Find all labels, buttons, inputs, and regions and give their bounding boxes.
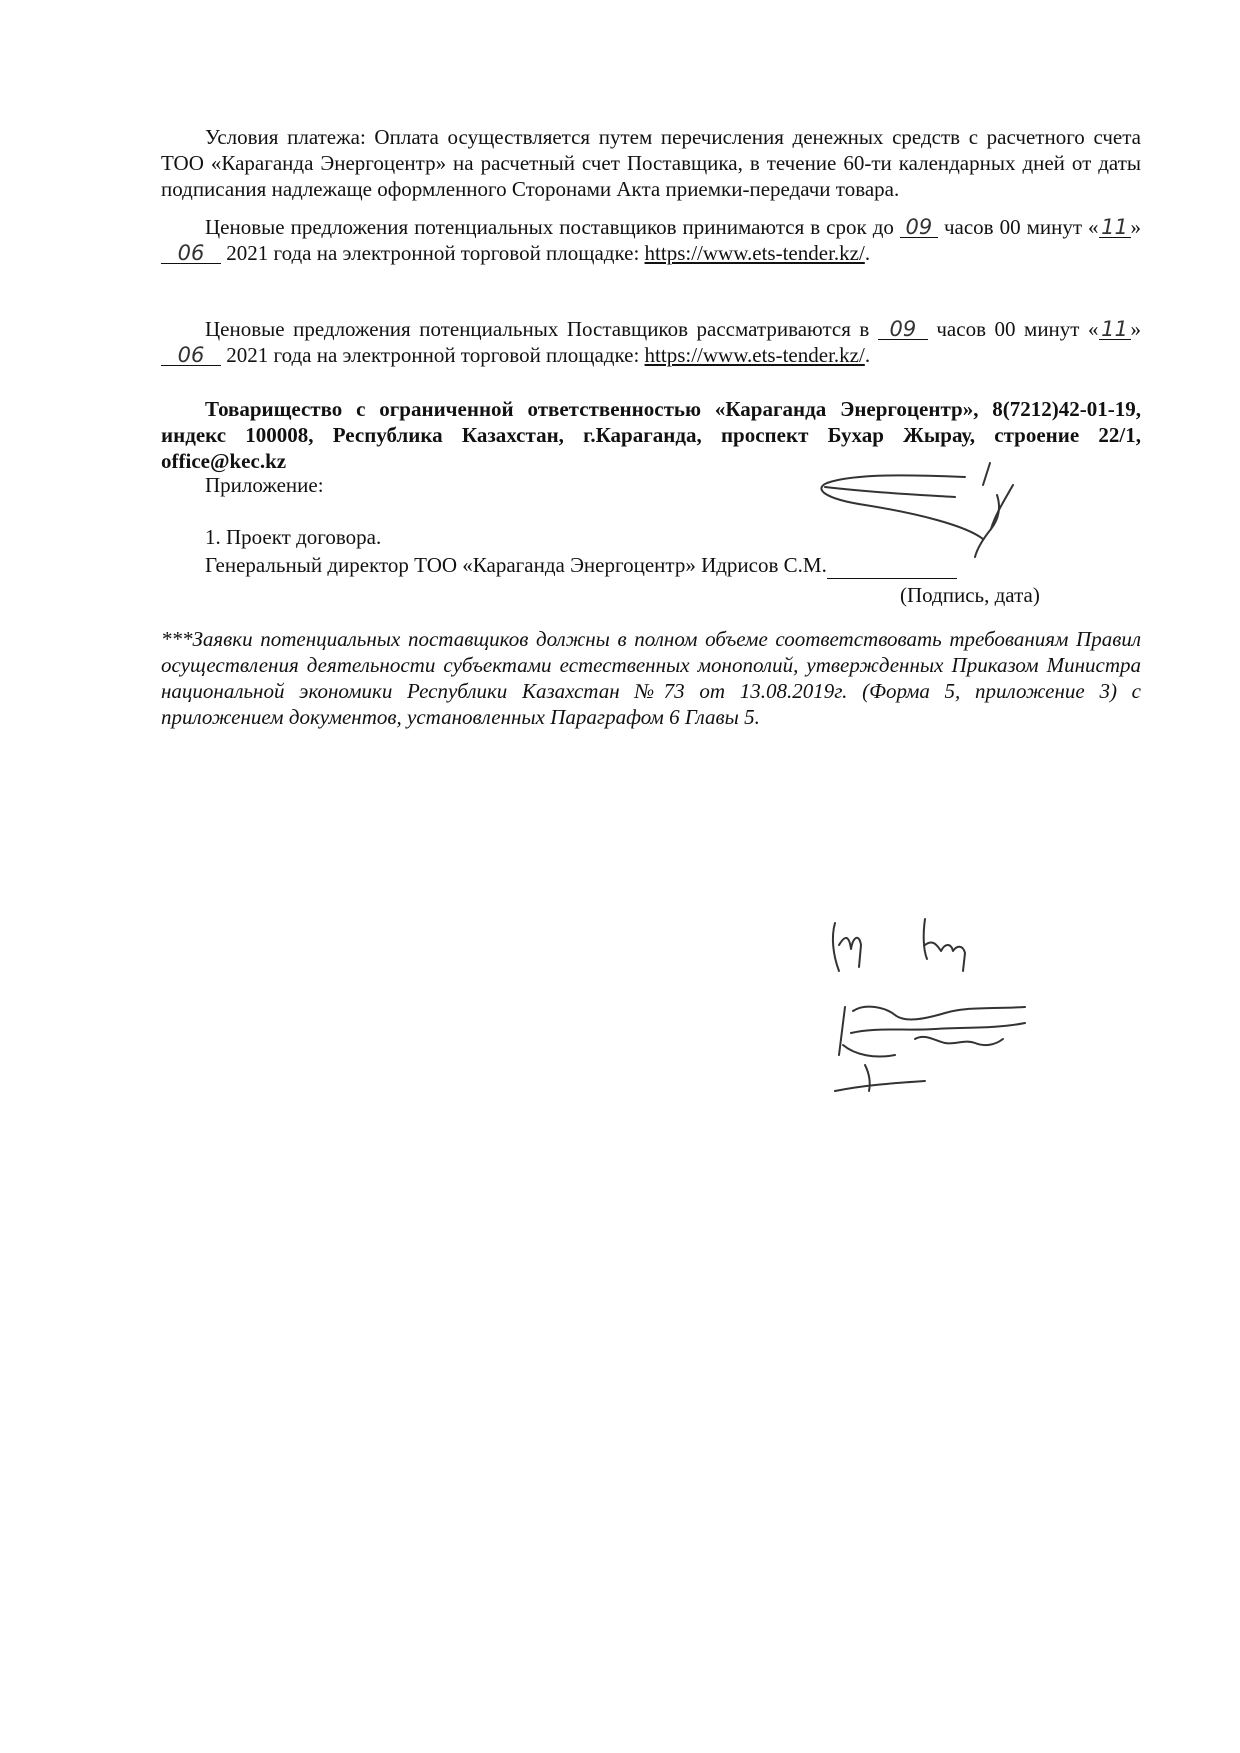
review-day-handwritten: 11 [1099,319,1131,340]
acceptance-text-3: » [1130,215,1142,239]
acceptance-text-2: часов 00 минут « [943,215,1099,239]
company-details: Товарищество с ограниченной ответственностью «Караганда Энергоцентр», 8(7212)42-01-19, индекс 100008, Республика Казахстан, г.Караганда, проспект Бухар Жырау, строение 22/1, office@kec.kz [161,397,1141,473]
review-end: . [864,343,871,367]
acceptance-url-link[interactable]: https://www.ets-tender.kz/ [644,241,865,265]
approval-signatures [825,915,1085,1115]
review-text-2: часов 00 минут « [936,317,1099,341]
attachment-label: Приложение: [205,473,324,497]
director-signature [805,455,1045,565]
acceptance-deadline [161,214,1141,266]
review-month-handwritten: 06 [161,345,221,366]
signature-caption: (Подпись, дата) [900,583,1040,607]
review-hour-handwritten: 09 [878,319,928,340]
acceptance-day-handwritten: 11 [1099,217,1131,238]
review-url-link[interactable]: https://www.ets-tender.kz/ [644,343,865,367]
review-text-1: Ценовые предложения потенциальных Поставщиков рассматриваются в [205,317,870,341]
attachment-item: 1. Проект договора. [205,525,382,549]
acceptance-end: . [864,241,871,265]
acceptance-hour-handwritten: 09 [900,217,938,238]
acceptance-month-handwritten: 06 [161,243,221,264]
review-text-3: » [1130,317,1142,341]
payment-terms: Условия платежа: Оплата осуществляется путем перечисления денежных средств с расчетного счета ТОО «Караганда Энергоцентр» на расчетный счет Поставщика, в течение 60-ти календарных дней от даты подписания надлежаще оформленного Сторонами Акта приемки-передачи товара. [161,125,1141,201]
requirements-note: ***Заявки потенциальных поставщиков должны в полном объеме соответствовать требованиям Правил осуществления деятельности субъектами естественных монополий, утвержденных Приказом Министра национальной экономики Республики Казахстан №73 от 13.08.2019г. (Форма 5, приложение 3) с приложением документов, установленных Параграфом 6 Главы 5. [161,627,1141,729]
review-text-4: 2021 года на электронной торговой площадке: [226,343,640,367]
acceptance-text-1: Ценовые предложения потенциальных поставщиков принимаются в срок до [205,215,894,239]
review-deadline [161,316,1141,368]
acceptance-text-4: 2021 года на электронной торговой площадке: [226,241,640,265]
director-name: Генеральный директор ТОО «Караганда Энергоцентр» Идрисов С.М. [205,553,827,577]
